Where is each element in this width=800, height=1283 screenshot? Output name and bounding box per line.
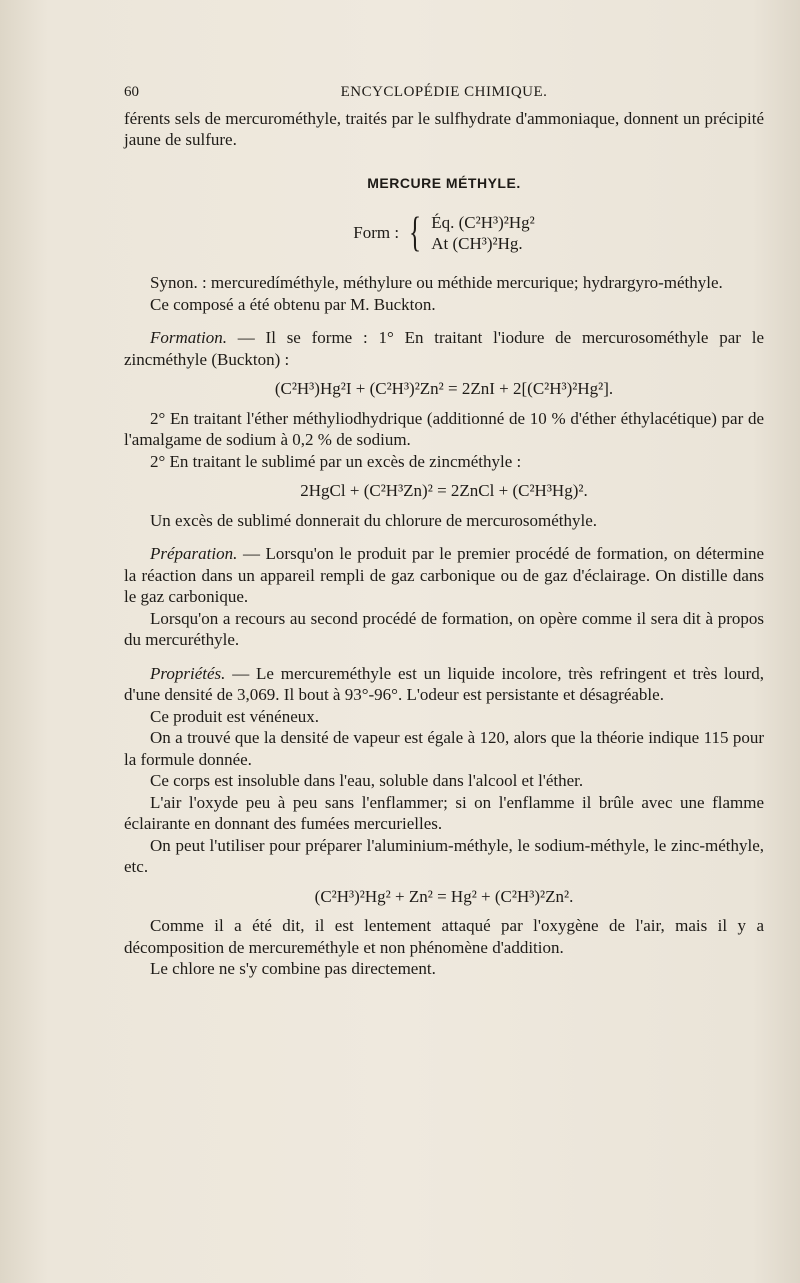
preparation-heading: Préparation. <box>150 544 238 563</box>
equation-2: 2HgCl + (C²H³Zn)² = 2ZnCl + (C²H³Hg)². <box>300 481 588 500</box>
synonyms-paragraph: Synon. : mercuredíméthyle, méthylure ou méthide mercurique; hydrargyro-méthyle. <box>150 273 723 292</box>
continuation-line-2: un précipité jaune de sulfure. <box>124 108 765 149</box>
formation-method-2: 2° En traitant l'éther méthyliodhydrique (additionné de 10 % d'éther éthylacétique) par de l'amalgame de sodium à 0,2 % de sodium. <box>124 408 764 449</box>
paragraph-continuation <box>124 108 764 151</box>
formula-at-line: At (CH³)²Hg. <box>431 234 523 253</box>
properties-paragraph <box>124 663 764 706</box>
equation-3: (C²H³)²Hg² + Zn² = Hg² + (C²H³)²Zn². <box>314 886 574 906</box>
formation-intro: — Il se forme : 1° En traitant l'iodure de mercurosométhyle par le zincméthyle (Buckton) : <box>124 328 764 369</box>
properties-uses: On peut l'utiliser pour préparer l'aluminium-méthyle, le sodium-méthyle, le zinc-méthyle, etc. <box>124 835 764 876</box>
page-header <box>124 82 764 104</box>
page-number: 60 <box>124 84 139 100</box>
properties-oxygen: Comme il a été dit, il est lentement attaqué par l'oxygène de l'air, mais il y a décomposition de mercureméthyle et non phénomène d'addition. <box>124 916 764 957</box>
formula-lines <box>431 212 535 254</box>
formula-eq-line: Éq. (C²H³)²Hg² <box>431 213 535 232</box>
continuation-line-1: férents sels de mercurométhyle, traités par le sulfhydrate d'ammoniaque, donnent <box>124 108 679 128</box>
page-content <box>124 82 764 980</box>
properties-venom: Ce produit est vénéneux. <box>150 706 320 726</box>
preparation-paragraph-2: Lorsqu'on a recours au second procédé de formation, on opère comme il sera dit à propos du mercuréthyle. <box>124 608 764 649</box>
formation-paragraph <box>124 327 764 370</box>
properties-text: — Le mercureméthyle est un liquide incolore, très refringent et très lourd, d'une densité de 3,069. Il bout à 93°-96°. L'odeur est persistante et désagréable. <box>124 663 764 704</box>
running-title: ENCYCLOPÉDIE CHIMIQUE. <box>340 84 548 100</box>
obtained-paragraph: Ce composé a été obtenu par M. Buckton. <box>150 294 436 314</box>
properties-chlorine: Le chlore ne s'y combine pas directement. <box>150 959 436 978</box>
properties-vapor-density: On a trouvé que la densité de vapeur est égale à 120, alors que la théorie indique 115 pour la formule donnée. <box>124 728 764 769</box>
preparation-text: — Lorsqu'on le produit par le premier procédé de formation, on détermine la réaction dans un appareil rempli de gaz carbonique ou de gaz d'éclairage. On distille dans le gaz carbonique. <box>124 544 764 606</box>
properties-heading: Propriétés. <box>150 663 226 683</box>
properties-oxidation: L'air l'oxyde peu à peu sans l'enflammer; si on l'enflamme il brûle avec une flamme éclairante en donnant des fumées mercurielles. <box>124 792 764 833</box>
section-title: MERCURE MÉTHYLE. <box>367 174 521 191</box>
preparation-paragraph <box>124 543 764 608</box>
formation-note: Un excès de sublimé donnerait du chlorure de mercurosométhyle. <box>150 510 598 530</box>
formation-heading: Formation. <box>150 328 227 347</box>
properties-solubility: Ce corps est insoluble dans l'eau, soluble dans l'alcool et l'éther. <box>150 771 584 790</box>
formula-block <box>124 212 764 254</box>
formula-label: Form : <box>353 223 400 243</box>
formation-method-3: 2° En traitant le sublimé par un excès de zincméthyle : <box>150 451 522 471</box>
brace-glyph: { <box>409 210 422 256</box>
equation-1: (C²H³)Hg²I + (C²H³)²Zn² = 2ZnI + 2[(C²H³)²Hg²]. <box>274 379 614 398</box>
